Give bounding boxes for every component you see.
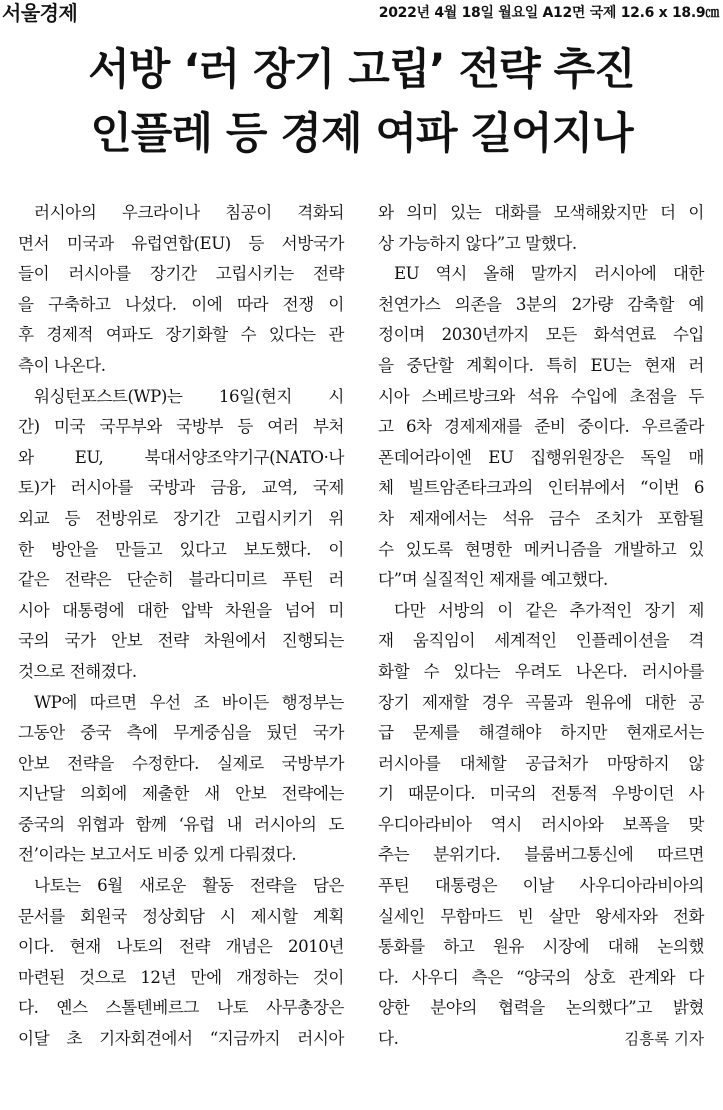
article-text-line: 기 때문이다. 미국의 전통적 우방이던 사 — [378, 784, 704, 804]
article-text-line: 워싱턴포스트(WP)는 16일(현지 시 — [34, 386, 344, 406]
article-column-right — [378, 198, 704, 1055]
article-text-line: 수 있도록 현명한 메커니즘을 개발하고 있 — [378, 539, 704, 559]
article-text-line: 장기 제재할 경우 곡물과 원유에 대한 공 — [378, 692, 704, 712]
article-text-line: 다. 옌스 스톨텐베르그 나토 사무총장은 — [18, 998, 344, 1018]
article-text-line: 나토는 6월 새로운 활동 전략을 담은 — [34, 876, 344, 896]
article-text-line: 후 경제적 여파도 장기화할 수 있다는 관 — [18, 325, 344, 345]
article-text-line: 같은 전략은 단순히 블라디미르 푸틴 러 — [18, 570, 344, 590]
article-text-line: 안보 전략을 수정한다. 실제로 국방부가 — [18, 753, 344, 773]
article-text-line: 추는 분위기다. 블룸버그통신에 따르면 — [378, 845, 704, 865]
article-text-line: 양한 분야의 협력을 논의했다”고 밝혔 — [378, 998, 704, 1018]
headline-line-2: 인플레 등 경제 여파 길어지나 — [90, 109, 633, 159]
article-text-line: 시아 스베르방크와 석유 수입에 초점을 두 — [378, 386, 704, 406]
article-text-line: 통화를 하고 원유 시장에 대해 논의했 — [378, 937, 704, 957]
article-text-line: 폰데어라이엔 EU 집행위원장은 독일 매 — [378, 447, 704, 467]
article-text-line: 화할 수 있다는 우려도 나온다. 러시아를 — [378, 661, 704, 681]
article-column-left — [18, 198, 344, 1055]
article-column-right-lines — [378, 198, 704, 1024]
article-text-line: 을 구축하고 나섰다. 이에 따라 전쟁 이 — [18, 294, 344, 314]
article-text-line: 토)가 러시아를 국방과 금융, 교역, 국제 — [18, 478, 344, 498]
article-text-line: 체 빌트암존타크과의 인터뷰에서 “이번 6 — [378, 478, 704, 498]
article-text-line: 문서를 회원국 정상회담 시 제시할 계획 — [18, 906, 344, 926]
article-text-line: 러시아를 대체할 공급처가 마땅하지 않 — [378, 753, 704, 773]
article-text-line: 측이 나온다. — [18, 355, 106, 375]
article-text-line: 외교 등 전방위로 장기간 고립시키기 위 — [18, 508, 344, 528]
article-text-line: 지난달 의회에 제출한 새 안보 전략에는 — [18, 784, 344, 804]
article-closing-row — [378, 1024, 704, 1055]
article-closing-fragment: 다. — [378, 1029, 399, 1049]
masthead — [0, 0, 723, 28]
article-text-line: WP에 따르면 우선 조 바이든 행정부는 — [34, 692, 344, 712]
article-text-line: 한 방안을 만들고 있다고 보도했다. 이 — [18, 539, 344, 559]
article-text-line: 다. 사우디 측은 “양국의 상호 관계와 다 — [378, 967, 704, 987]
article-text-line: 국의 국가 안보 전략 차원에서 진행되는 — [18, 631, 344, 651]
article-text-line: 간) 미국 국무부와 국방부 등 여러 부처 — [18, 417, 344, 437]
article-text-line: 정이며 2030년까지 모든 화석연료 수입 — [378, 325, 704, 345]
headline — [0, 38, 723, 166]
article-text-line: 것으로 전해졌다. — [18, 661, 137, 681]
article-text-line: 그동안 중국 측에 무게중심을 뒀던 국가 — [18, 723, 344, 743]
article-text-line: 을 중단할 계획이다. 특히 EU는 현재 러 — [378, 355, 704, 375]
article-text-line: 우디아라비아 역시 러시아와 보폭을 맞 — [378, 814, 704, 834]
article-text-line: 러시아의 우크라이나 침공이 격화되 — [34, 203, 344, 222]
article-text-line: 푸틴 대통령은 이날 사우디아라비아의 — [378, 876, 704, 896]
article-text-line: 면서 미국과 유럽연합(EU) 등 서방국가 — [18, 233, 344, 253]
article-text-line: 전’이라는 보고서도 비중 있게 다뤄졌다. — [18, 845, 297, 865]
article-text-line: 와 EU, 북대서양조약기구(NATO·나 — [18, 447, 344, 467]
article-text-line: 중국의 위협과 함께 ‘유럽 내 러시아의 도 — [18, 814, 344, 834]
article-text-line: 급 문제를 해결해야 하지만 현재로서는 — [378, 723, 704, 743]
byline: 김흥록 기자 — [624, 1030, 704, 1049]
article-text-line: 마련된 것으로 12년 만에 개정하는 것이 — [18, 967, 344, 987]
article-text-line: 다”며 실질적인 제재를 예고했다. — [378, 570, 608, 590]
article-text-line: 이달 초 기자회견에서 “지금까지 러시아 — [18, 1029, 344, 1049]
article-text-line: 천연가스 의존을 3분의 2가량 감축할 예 — [378, 294, 704, 314]
article-text-line: 이다. 현재 나토의 전략 개념은 2010년 — [18, 937, 344, 957]
article-text-line: 상 가능하지 않다”고 말했다. — [378, 233, 577, 253]
newspaper-name: 서울경제 — [2, 1, 78, 25]
article-text-line: 고 6차 경제제재를 준비 중이다. 우르줄라 — [378, 417, 704, 437]
article-text-line: 차 제재에서는 석유 금수 조치가 포함될 — [378, 508, 704, 528]
article-text-line: 재 움직임이 세계적인 인플레이션을 격 — [378, 631, 704, 651]
article-text-line: 들이 러시아를 장기간 고립시키는 전략 — [18, 264, 344, 284]
article-text-line: 와 의미 있는 대화를 모색해왔지만 더 이 — [378, 203, 704, 222]
headline-line-1: 서방 ‘러 장기 고립’ 전략 추진 — [88, 45, 635, 95]
article-text-line: EU 역시 올해 말까지 러시아에 대한 — [394, 264, 704, 284]
article-text-line: 다만 서방의 이 같은 추가적인 장기 제 — [394, 600, 704, 620]
article-text-line: 시아 대통령에 대한 압박 차원을 넘어 미 — [18, 600, 344, 620]
article-text-line: 실세인 무함마드 빈 살만 왕세자와 전화 — [378, 906, 704, 926]
dateline: 2022년 4월 18일 월요일 A12면 국제 12.6 x 18.9㎝ — [378, 5, 719, 21]
